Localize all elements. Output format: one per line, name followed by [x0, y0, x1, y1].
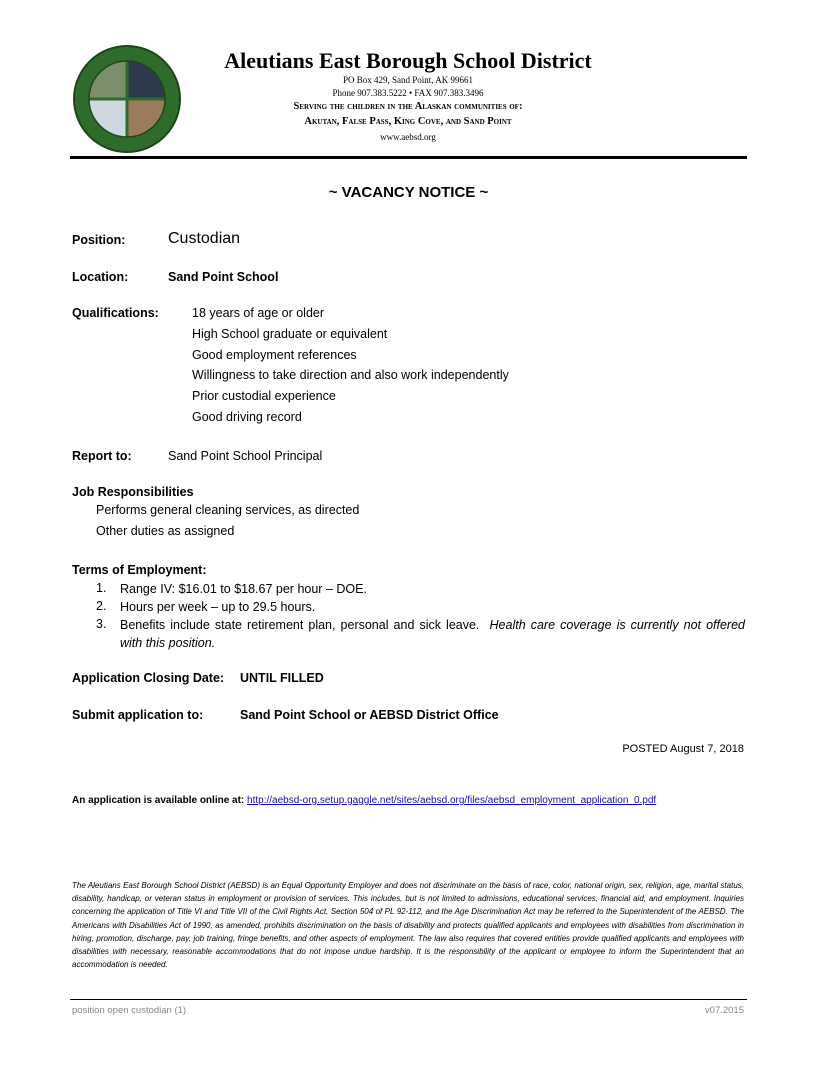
footer-filename: position open custodian (1) — [72, 1005, 187, 1016]
qualification-item: Prior custodial experience — [192, 389, 336, 403]
district-website: www.aebsd.org — [380, 132, 436, 142]
qualification-item: Willingness to take direction and also work independently — [192, 368, 509, 382]
position-value: Custodian — [168, 230, 241, 247]
district-address: PO Box 429, Sand Point, AK 99661 — [342, 75, 474, 85]
term-text: Hours per week – up to 29.5 hours. — [120, 600, 316, 614]
term-number: 1. — [96, 581, 107, 595]
application-online-label: An application is available online at: — [72, 795, 245, 806]
application-link[interactable]: http://aebsd-org.setup.gaggle.net/sites/aebsd.org/files/aebsd_employment_application_0.pdf — [247, 795, 657, 806]
job-responsibilities-heading: Job Responsibilities — [72, 485, 194, 499]
position-label: Position: — [72, 233, 126, 247]
responsibility-item: Other duties as assigned — [96, 524, 235, 538]
district-seal-logo — [72, 44, 182, 154]
terms-heading: Terms of Employment: — [72, 563, 207, 577]
closing-date-label: Application Closing Date: — [72, 671, 225, 685]
notice-title: ~ VACANCY NOTICE ~ — [328, 184, 489, 201]
qualifications-label: Qualifications: — [72, 306, 159, 320]
report-to-label: Report to: — [72, 449, 132, 463]
submit-label: Submit application to: — [72, 708, 204, 722]
submit-value: Sand Point School or AEBSD District Office — [240, 708, 499, 722]
qualification-item: Good employment references — [192, 348, 357, 362]
application-online-line — [72, 795, 656, 806]
term-text: Range IV: $16.01 to $18.67 per hour – DOE. — [120, 582, 367, 596]
serving-line: Serving the children in the Alaskan communities of: — [293, 101, 523, 112]
footer-version: v07.2015 — [704, 1005, 744, 1016]
footer-divider — [70, 999, 747, 1000]
report-to-value: Sand Point School Principal — [168, 449, 323, 463]
term-text: Benefits include state retirement plan, personal and sick leave. — [120, 618, 480, 632]
qualification-item: Good driving record — [192, 410, 302, 424]
location-value: Sand Point School — [168, 270, 279, 284]
location-label: Location: — [72, 270, 129, 284]
qualification-item: 18 years of age or older — [192, 306, 325, 320]
communities-line: Akutan, False Pass, King Cove, and Sand Point — [304, 116, 512, 127]
eeo-disclaimer: The Aleutians East Borough School District (AEBSD) is an Equal Opportunity Employer and does not discriminate on the basis of race, color, national origin, sex, religion, age, marital status, disability, handicap, or veteran status in employment or provision of services. This includes, but is not limited to admissions, educational services, financial aid, and employment. Inquiries concerning the application of Title VI and Title VII of the Civil Rights Act, Section 504 of PL 92-112, and the Age Discrimination Act may be referred to the Superintendent of the AEBSD. The Americans with Disabilities Act of 1990, as amended, prohibits discrimination on the basis of disability and protects qualified applicants and employees with disabilities from discrimination in hiring, promotion, discharge, pay, job training, fringe benefits, and other aspects of employment. The law also requires that covered entities provide qualified applicants and employees with disabilities with necessary, reasonable accommodations that do not impose undue hardship. It is the responsibility of the applicant or employee to inform the Superintendent that an accommodation is needed. — [72, 881, 744, 970]
district-title: Aleutians East Borough School District — [224, 48, 592, 73]
term-text-benefits — [120, 616, 745, 652]
closing-date-value: UNTIL FILLED — [240, 671, 324, 685]
term-number: 2. — [96, 599, 107, 613]
district-phone-fax: Phone 907.383.5222 • FAX 907.383.3496 — [332, 88, 484, 98]
health-care-note: Health care coverage is currently not offered with this position. — [120, 618, 745, 650]
qualification-item: High School graduate or equivalent — [192, 327, 388, 341]
term-number: 3. — [96, 617, 107, 631]
header-divider — [70, 156, 747, 159]
posted-date: POSTED August 7, 2018 — [622, 743, 744, 755]
responsibility-item: Performs general cleaning services, as directed — [96, 503, 360, 517]
